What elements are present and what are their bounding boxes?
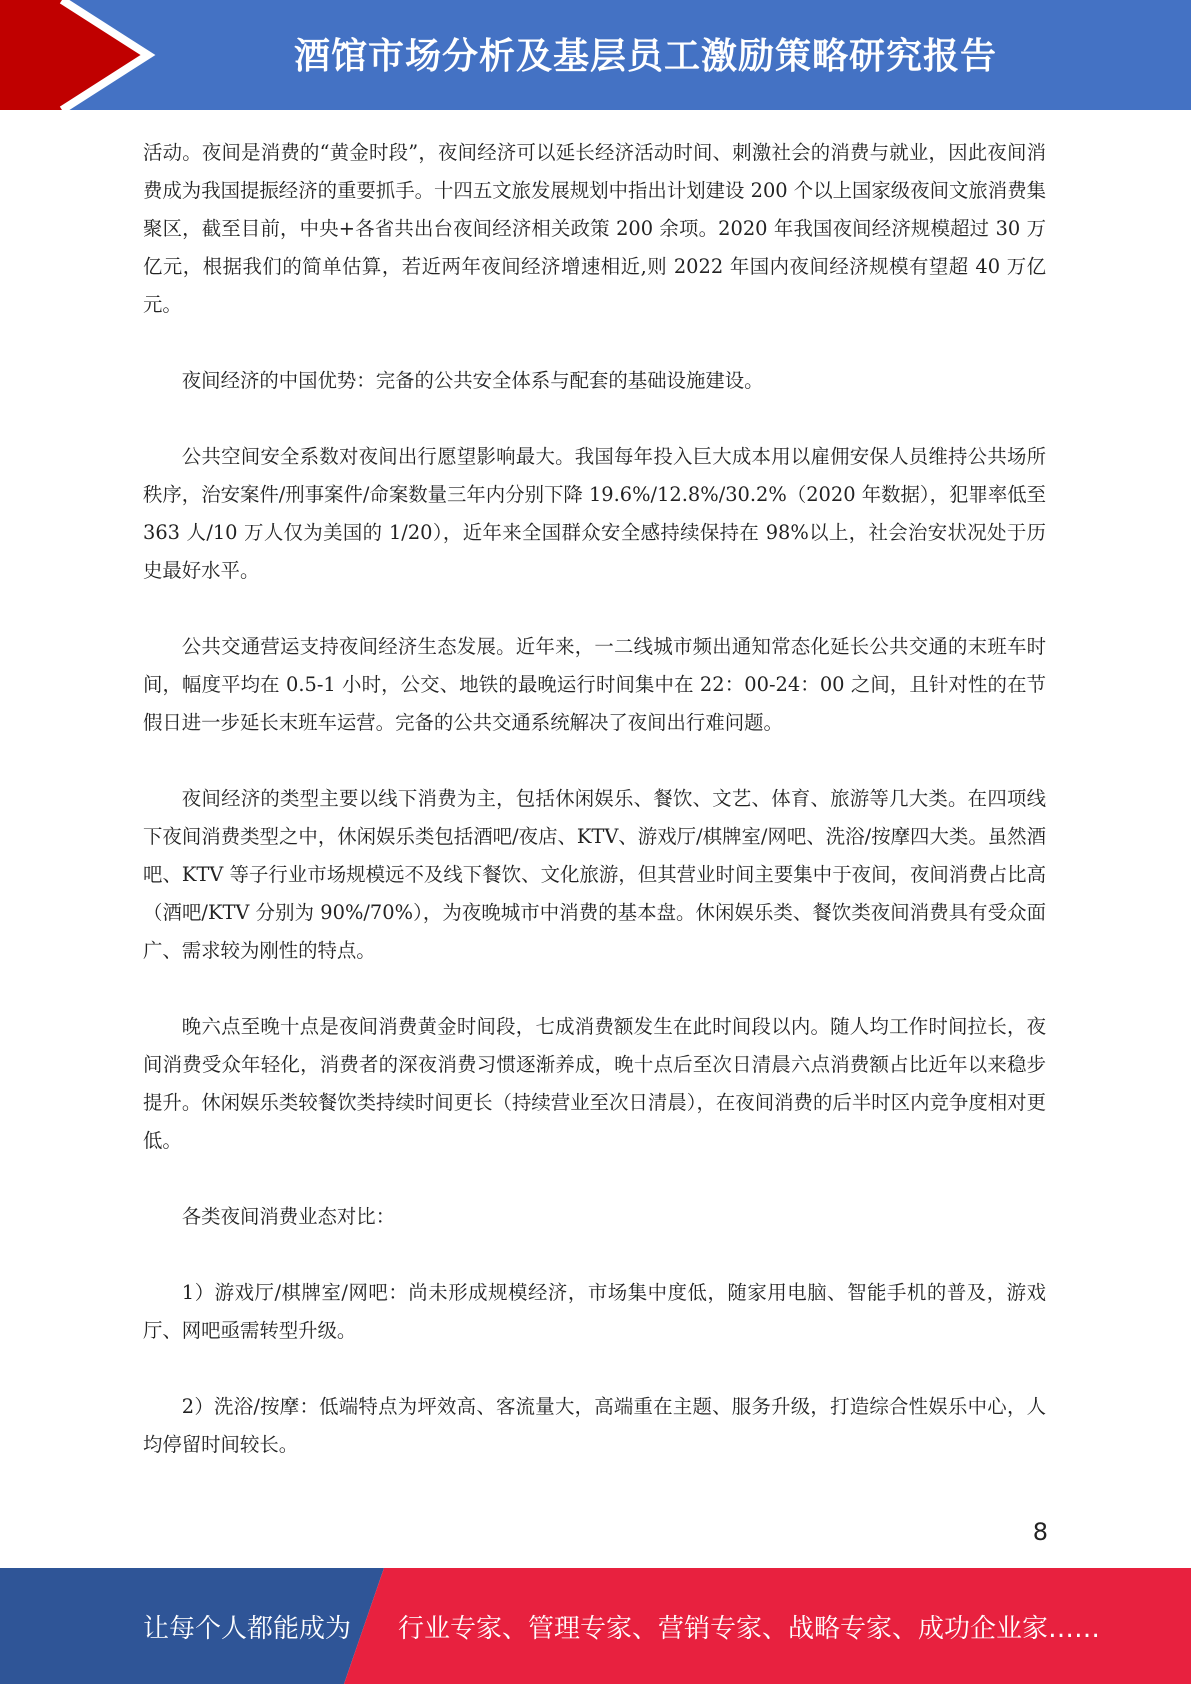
- paragraph-4: 公共交通营运支持夜间经济生态发展。近年来，一二线城市频出通知常态化延长公共交通的末班车时间，幅度平均在 0.5-1 小时，公交、地铁的最晚运行时间集中在 22：00-24：00 之间，且针对性的在节假日进一步延长末班车运营。完备的公共交通系统解决了夜间出行难问题。: [143, 635, 1046, 734]
- report-title: 酒馆市场分析及基层员工激励策略研究报告: [293, 36, 997, 77]
- page-number: 8: [1032, 1518, 1048, 1546]
- paragraph-3: 公共空间安全系数对夜间出行愿望影响最大。我国每年投入巨大成本用以雇佣安保人员维持公共场所秩序，治安案件/刑事案件/命案数量三年内分别下降 19.6%/12.8%/30.2%（2020 年数据），犯罪率低至 363 人/10 万人仅为美国的 1/20），近年来全国群众安全感持续保持在 98%以上，社会治安状况处于历史最好水平。: [143, 445, 1046, 582]
- paragraph-2: 夜间经济的中国优势：完备的公共安全体系与配套的基础设施建设。: [181, 369, 764, 392]
- footer-slogan-left: 让每个人都能成为: [143, 1614, 352, 1644]
- paragraph-8: 1）游戏厅/棋牌室/网吧：尚未形成规模经济，市场集中度低，随家用电脑、智能手机的普及，游戏厅、网吧亟需转型升级。: [143, 1281, 1046, 1342]
- page-footer: [0, 1568, 1191, 1684]
- paragraph-9: 2）洗浴/按摩：低端特点为坪效高、客流量大，高端重在主题、服务升级，打造综合性娱乐中心，人均停留时间较长。: [143, 1395, 1046, 1456]
- paragraph-1: 活动。夜间是消费的“黄金时段”，夜间经济可以延长经济活动时间、刺激社会的消费与就业，因此夜间消费成为我国提振经济的重要抓手。十四五文旅发展规划中指出计划建设 200 个以上国家级夜间文旅消费集聚区，截至目前，中央+各省共出台夜间经济相关政策 200 余项。2020 年我国夜间经济规模超过 30 万亿元，根据我们的简单估算，若近两年夜间经济增速相近,则 2022 年国内夜间经济规模有望超 40 万亿元。: [143, 141, 1046, 316]
- body-content: [143, 134, 1046, 1502]
- page-header: [0, 0, 1191, 110]
- paragraph-6: 晚六点至晚十点是夜间消费黄金时间段，七成消费额发生在此时间段以内。随人均工作时间拉长，夜间消费受众年轻化，消费者的深夜消费习惯逐渐养成，晚十点后至次日清晨六点消费额占比近年以来稳步提升。休闲娱乐类较餐饮类持续时间更长（持续营业至次日清晨），在夜间消费的后半时区内竞争度相对更低。: [143, 1015, 1046, 1152]
- paragraph-7: 各类夜间消费业态对比：: [181, 1205, 396, 1228]
- paragraph-5: 夜间经济的类型主要以线下消费为主，包括休闲娱乐、餐饮、文艺、体育、旅游等几大类。在四项线下夜间消费类型之中，休闲娱乐类包括酒吧/夜店、KTV、游戏厅/棋牌室/网吧、洗浴/按摩四大类。虽然酒吧、KTV 等子行业市场规模远不及线下餐饮、文化旅游，但其营业时间主要集中于夜间，夜间消费占比高（酒吧/KTV 分别为 90%/70%），为夜晚城市中消费的基本盘。休闲娱乐类、餐饮类夜间消费具有受众面广、需求较为刚性的特点。: [143, 787, 1046, 962]
- footer-slogan-right: 行业专家、管理专家、营销专家、战略专家、成功企业家……: [398, 1614, 1101, 1644]
